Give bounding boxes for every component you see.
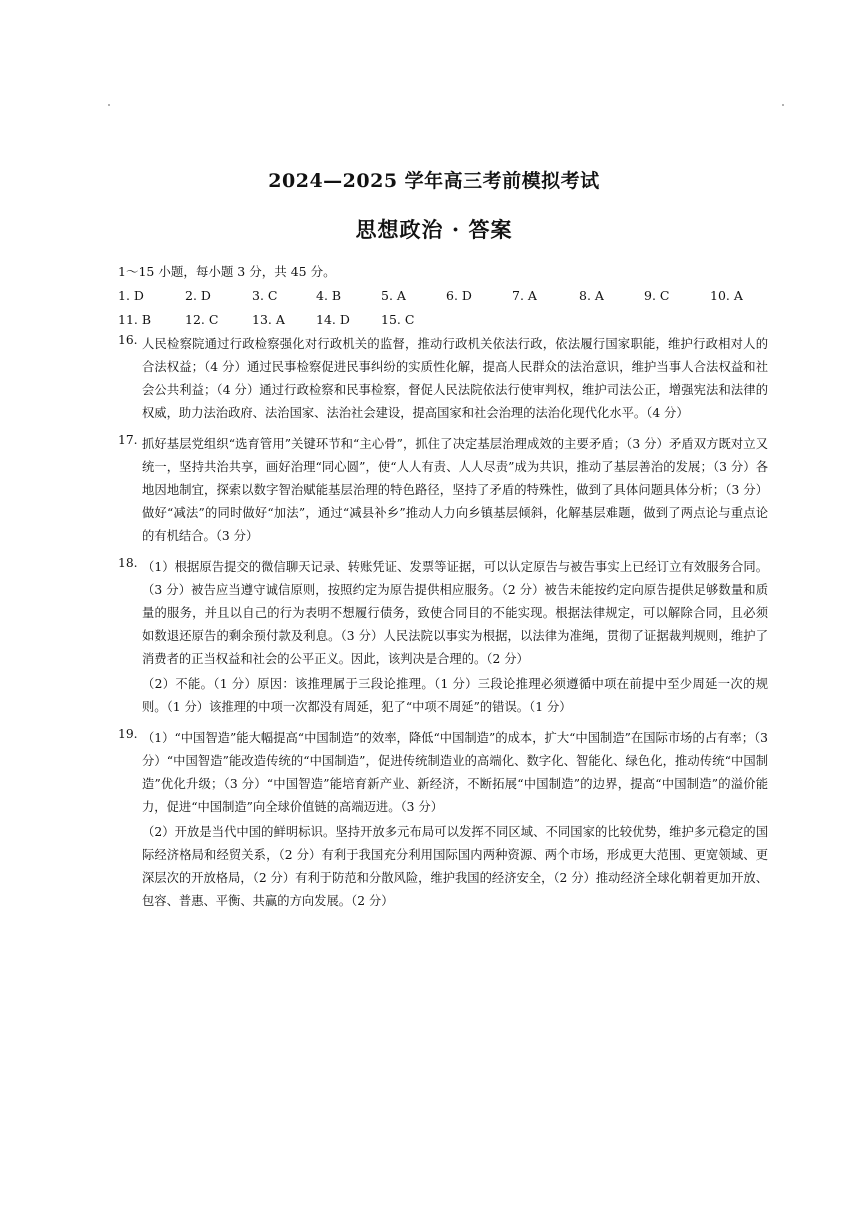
mc-intro: 1～15 小题，每小题 3 分，共 45 分。: [118, 264, 336, 279]
mc-answer: 1. D: [118, 288, 144, 303]
mc-answer: 2. D: [185, 288, 211, 303]
question-19: [118, 727, 768, 915]
question-number: 17.: [118, 433, 138, 447]
answer-paragraph: （1）“中国智造”能大幅提高“中国制造”的效率，降低“中国制造”的成本，扩大“中国制造”在国际市场的占有率；（3 分）“中国智造”能改造传统的“中国制造”，促进传统制造业的高端化、数字化、智能化、绿色化，推动传统“中国制造”优化升级；（3 分）“中国智造”能培育新产业、新经济，不断拓展“中国制造”的边界，提高“中国制造”的溢价能力，促进“中国制造”向全球价值链的高端迈进。（3 分）: [142, 731, 768, 814]
mc-answer: 4. B: [316, 288, 342, 303]
open-questions: [118, 333, 768, 921]
question-18: [118, 556, 768, 721]
scan-speck: [108, 104, 110, 106]
answer-paragraph: （1）根据原告提交的微信聊天记录、转账凭证、发票等证据，可以认定原告与被告事实上已经订立有效服务合同。（3 分）被告应当遵守诚信原则，按照约定为原告提供相应服务。（2 分）被告未能按约定向原告提供足够数量和质量的服务，并且以自己的行为表明不想履行债务，致使合同目的不能实现。根据法律规定，可以解除合同，且必须如数退还原告的剩余预付款及利息。（3 分）人民法院以事实为根据，以法律为准绳，贯彻了证据裁判规则，维护了消费者的正当权益和社会的公平正义。因此，该判决是合理的。（2 分）: [142, 560, 768, 666]
mc-answer: 6. D: [446, 288, 472, 303]
mc-answer: 12. C: [185, 312, 219, 327]
question-number: 18.: [118, 556, 138, 570]
answer-paragraph: 抓好基层党组织“选育管用”关键环节和“主心骨”，抓住了决定基层治理成效的主要矛盾；（3 分）矛盾双方既对立又统一，坚持共治共享，画好治理“同心圆”，使“人人有责、人人尽责”成为共识，推动了基层善治的发展；（3 分）各地因地制宜，探索以数字智治赋能基层治理的特色路径，坚持了矛盾的特殊性，做到了具体问题具体分析；（3 分）做好“减法”的同时做好“加法”，通过“减县补乡”推动人力向乡镇基层倾斜，化解基层难题，做到了两点论与重点论的有机结合。（3 分）: [142, 437, 768, 543]
mc-answer: 15. C: [381, 312, 415, 327]
mc-answer: 7. A: [512, 288, 537, 303]
page-title: 2024—2025 学年高三考前模拟考试: [268, 170, 600, 192]
question-number: 16.: [118, 333, 138, 347]
answer-paragraph: （2）不能。（1 分）原因：该推理属于三段论推理。（1 分）三段论推理必须遵循中项在前提中至少周延一次的规则。（1 分）该推理的中项一次都没有周延，犯了“中项不周延”的错误。（1 分）: [142, 677, 768, 714]
question-number: 19.: [118, 727, 138, 741]
page-subtitle: 思想政治 · 答案: [355, 217, 513, 242]
mc-answer: 14. D: [316, 312, 350, 327]
mc-answer: 13. A: [252, 312, 285, 327]
answer-paragraph: （2）开放是当代中国的鲜明标识。坚持开放多元布局可以发挥不同区域、不同国家的比较优势，维护多元稳定的国际经济格局和经贸关系，（2 分）有利于我国充分利用国际国内两种资源、两个市场，形成更大范围、更宽领域、更深层次的开放格局，（2 分）有利于防范和分散风险，维护我国的经济安全，（2 分）推动经济全球化朝着更加开放、包容、普惠、平衡、共赢的方向发展。（2 分）: [142, 825, 769, 908]
mc-answer: 9. C: [644, 288, 670, 303]
mc-answer: 5. A: [381, 288, 406, 303]
mc-answer: 10. A: [710, 288, 743, 303]
question-17: [118, 433, 768, 550]
answer-paragraph: 人民检察院通过行政检察强化对行政机关的监督，推动行政机关依法行政，依法履行国家职能，维护行政相对人的合法权益；（4 分）通过民事检察促进民事纠纷的实质性化解，提高人民群众的法治意识，维护当事人合法权益和社会公共利益；（4 分）通过行政检察和民事检察，督促人民法院依法行使审判权，维护司法公正，增强宪法和法律的权威，助力法治政府、法治国家、法治社会建设，提高国家和社会治理的法治化现代化水平。（4 分）: [142, 337, 768, 420]
mc-answer: 11. B: [118, 312, 152, 327]
mc-answer: 3. C: [252, 288, 278, 303]
question-16: [118, 333, 768, 427]
scan-speck: [782, 104, 784, 106]
mc-answer: 8. A: [579, 288, 604, 303]
